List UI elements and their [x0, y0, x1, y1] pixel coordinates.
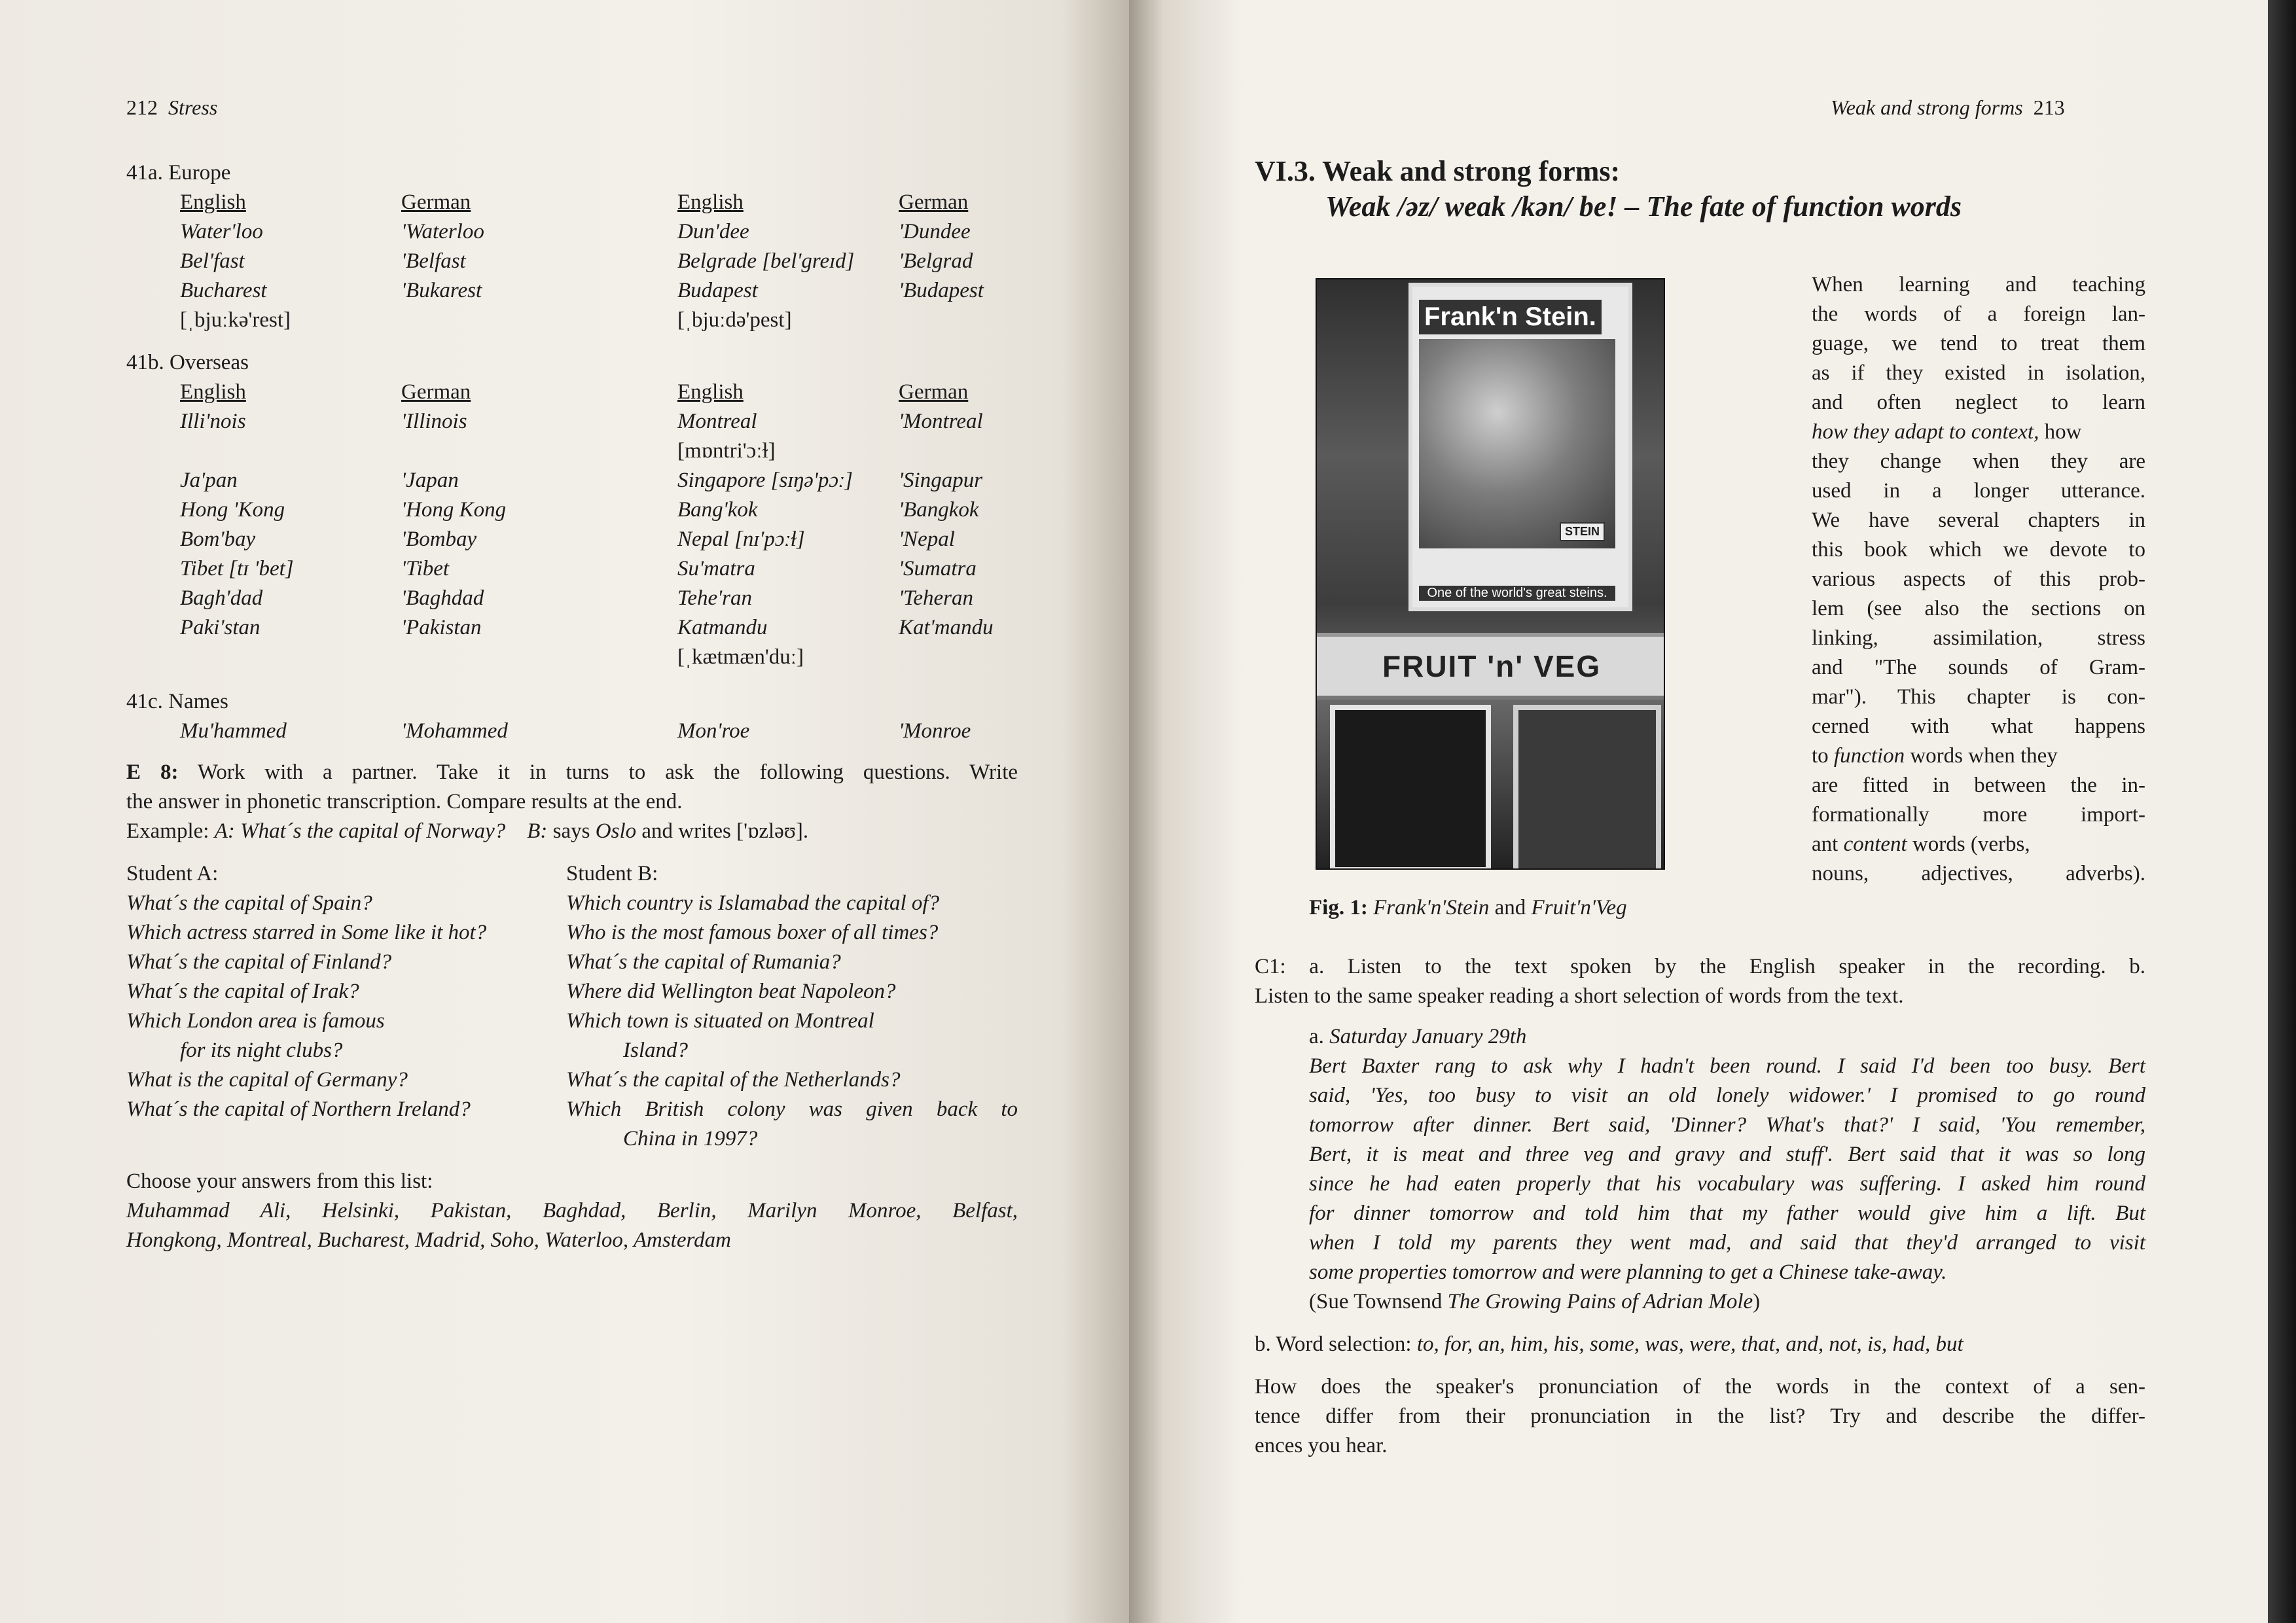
table-cell: 'Bukarest: [401, 279, 482, 302]
table-cell: 'Nepal: [899, 527, 955, 551]
instruction-text: the answer in phonetic transcription. Compare results at the end.: [126, 790, 683, 813]
column-header: German: [899, 190, 969, 214]
word-selection: [1255, 1330, 1964, 1359]
intro-line: are fitted in between the in-: [1812, 774, 2145, 797]
question-a: What is the capital of Germany?: [126, 1068, 408, 1092]
table-cell: 'Belgrad: [899, 249, 973, 273]
intro-line: We have several chapters in: [1812, 508, 2145, 532]
table-cell: 'Illinois: [401, 410, 467, 433]
table-cell: Bucharest: [180, 279, 267, 302]
poster-image: [1408, 283, 1632, 611]
intro-line: cerned with what happens: [1812, 715, 2145, 738]
example-speaker: B:: [527, 819, 548, 843]
table-cell: Budapest: [677, 279, 758, 302]
example-line: [126, 817, 808, 846]
table-cell: Ja'pan: [180, 469, 238, 492]
table-cell: Belgrade [bel'greɪd]: [677, 249, 855, 273]
table-cell: Paki'stan: [180, 616, 260, 639]
section-title: Weak and strong forms: [1831, 96, 2023, 119]
intro-line: ant content words (verbs,: [1812, 832, 2030, 856]
section-title: Stress: [168, 96, 218, 119]
question-a: for its night clubs?: [180, 1039, 343, 1062]
intro-line: how they adapt to context, how: [1812, 420, 2082, 444]
table-cell: 'Teheran: [899, 586, 974, 610]
phonetic-cell: [ˌkætmæn'duː]: [677, 645, 804, 669]
intro-emphasis: content: [1843, 832, 1907, 856]
example-text: says: [547, 819, 596, 843]
table-cell: 'Waterloo: [401, 220, 484, 243]
column-header: English: [677, 380, 744, 404]
example-prefix: Example:: [126, 819, 215, 843]
intro-line: used in a longer utterance.: [1812, 479, 2145, 503]
poster-title: Frank'n Stein.: [1419, 300, 1602, 334]
intro-line: this book which we devote to: [1812, 538, 2145, 562]
table-cell: Dun'dee: [677, 220, 749, 243]
caption-text: and: [1489, 896, 1532, 919]
shop-window: [1330, 705, 1491, 870]
question-b: Who is the most famous boxer of all times?: [566, 921, 939, 944]
question-a: What´s the capital of Finland?: [126, 950, 392, 974]
poster-photo: [1419, 339, 1615, 548]
column-header: German: [401, 380, 471, 404]
question-a: Which London area is famous: [126, 1009, 385, 1033]
word-selection-label: b. Word selection:: [1255, 1332, 1417, 1356]
table-cell: Tehe'ran: [677, 586, 753, 610]
diary-line: for dinner tomorrow and told him that my father would give him a lift. But: [1309, 1202, 2145, 1225]
table-cell: Katmandu: [677, 616, 768, 639]
table-cell: 'Montreal: [899, 410, 983, 433]
poster-badge: STEIN: [1560, 522, 1605, 541]
table-cell: Bang'kok: [677, 498, 758, 522]
table-cell: 'Hong Kong: [401, 498, 507, 522]
figure-label: Fig. 1:: [1309, 896, 1368, 919]
table-cell: 'Bombay: [401, 527, 477, 551]
diary-line: Bert, it is meat and three veg and gravy and stuff'. Bert said that it was so long: [1309, 1143, 2145, 1166]
table-cell: 'Sumatra: [899, 557, 977, 580]
source-title: The Growing Pains of Adrian Mole: [1447, 1290, 1753, 1313]
question-b: Where did Wellington beat Napoleon?: [566, 980, 896, 1003]
page-header-left: [126, 96, 217, 120]
diary-line: since he had eaten properly that his vocabulary was suffering. I asked him round: [1309, 1172, 2145, 1196]
table-cell: 'Baghdad: [401, 586, 484, 610]
student-a-label: Student A:: [126, 862, 219, 885]
column-header: English: [677, 190, 744, 214]
table-cell: 'Belfast: [401, 249, 466, 273]
question-b: Island?: [623, 1039, 688, 1062]
section-heading: 41a. Europe: [126, 161, 231, 185]
question-line: ences you hear.: [1255, 1434, 1388, 1457]
shop-sign-board: [1317, 633, 1664, 700]
caption-text: Fruit'n'Veg: [1531, 896, 1627, 919]
example-question: A: What´s the capital of Norway?: [214, 819, 506, 843]
exercise-instructions: [126, 758, 1018, 787]
phonetic-cell: [ˌbjuːkə'rest]: [180, 308, 291, 332]
table-cell: 'Dundee: [899, 220, 971, 243]
exercise-label: E 8:: [126, 760, 179, 784]
question-line: tence differ from their pronunciation in the list? Try and describe the differ-: [1255, 1404, 2145, 1428]
instruction-text: Work with a partner. Take it in turns to ask the following questions. Write: [197, 760, 1018, 784]
c1-instruction: C1: a. Listen to the text spoken by the English speaker in the recording. b.: [1255, 955, 2145, 978]
figure-caption: [1309, 893, 1627, 923]
column-header: English: [180, 380, 246, 404]
left-page: [0, 0, 1129, 1623]
answer-list: Hongkong, Montreal, Bucharest, Madrid, Soho, Waterloo, Amsterdam: [126, 1228, 731, 1252]
word-selection-list: to, for, an, him, his, some, was, were, that, and, not, is, had, but: [1416, 1332, 1964, 1356]
diary-date-line: [1309, 1022, 1526, 1052]
table-cell: Montreal: [677, 410, 757, 433]
column-header: German: [899, 380, 969, 404]
table-cell: 'Bangkok: [899, 498, 979, 522]
figure-photo: [1316, 278, 1665, 870]
intro-line: nouns, adjectives, adverbs).: [1812, 862, 2145, 885]
table-cell: 'Singapur: [899, 469, 983, 492]
intro-line: When learning and teaching: [1812, 273, 2145, 296]
question-a: Which actress starred in Some like it hot?: [126, 921, 487, 944]
intro-line: to function words when they: [1812, 744, 2058, 768]
page-header-right: [1831, 96, 2065, 120]
question-b: Which country is Islamabad the capital of?: [566, 891, 940, 915]
table-cell: Su'matra: [677, 557, 755, 580]
question-b: Which town is situated on Montreal: [566, 1009, 874, 1033]
table-cell: Hong 'Kong: [180, 498, 285, 522]
page-number: 212: [126, 96, 158, 119]
question-b: Which British colony was given back to: [566, 1097, 1018, 1121]
intro-line: as if they existed in isolation,: [1812, 361, 2145, 385]
table-cell: Water'loo: [180, 220, 263, 243]
student-b-label: Student B:: [566, 862, 658, 885]
shop-sign: FRUIT 'n' VEG: [1382, 649, 1602, 683]
example-answer: Oslo: [595, 819, 637, 843]
source-text: ): [1753, 1290, 1761, 1313]
diary-line: said, 'Yes, too busy to visit an old lonely widower.' I promised to go round: [1309, 1084, 2145, 1107]
intro-emphasis: function: [1833, 744, 1905, 768]
shop-door: [1513, 705, 1661, 870]
intro-line: guage, we tend to treat them: [1812, 332, 2145, 355]
caption-text: Frank'n'Stein: [1373, 896, 1490, 919]
c1-instruction: Listen to the same speaker reading a short selection of words from the text.: [1255, 984, 1904, 1008]
diary-source: [1309, 1287, 1760, 1317]
question-b: China in 1997?: [623, 1127, 758, 1150]
phonetic-cell: [mɒntri'ɔːɫ]: [677, 439, 776, 463]
section-heading: 41c. Names: [126, 690, 228, 713]
column-header: German: [401, 190, 471, 214]
intro-line: the words of a foreign lan-: [1812, 302, 2145, 326]
table-cell: Illi'nois: [180, 410, 246, 433]
table-cell: Bom'bay: [180, 527, 256, 551]
table-cell: Nepal [nɪ'pɔːɫ]: [677, 527, 805, 551]
poster-tagline: One of the world's great steins.: [1419, 586, 1615, 601]
question-a: What´s the capital of Irak?: [126, 980, 359, 1003]
intro-line: mar"). This chapter is con-: [1812, 685, 2145, 709]
table-cell: Bagh'dad: [180, 586, 263, 610]
column-header: English: [180, 190, 246, 214]
table-cell: Kat'mandu: [899, 616, 994, 639]
intro-line: and often neglect to learn: [1812, 391, 2145, 414]
table-cell: Mon'roe: [677, 719, 750, 743]
diary-date: Saturday January 29th: [1329, 1025, 1527, 1048]
diary-line: some properties tomorrow and were planning to get a Chinese take-away.: [1309, 1260, 1947, 1284]
phonetic-cell: [ˌbjuːdə'pest]: [677, 308, 792, 332]
answer-list: Muhammad Ali, Helsinki, Pakistan, Baghdad, Berlin, Marilyn Monroe, Belfast,: [126, 1199, 1018, 1222]
diary-line: Bert Baxter rang to ask why I hadn't been round. I said I'd been too busy. Bert: [1309, 1054, 2145, 1078]
table-cell: 'Mohammed: [401, 719, 508, 743]
section-heading: 41b. Overseas: [126, 351, 249, 374]
intro-line: various aspects of this prob-: [1812, 567, 2145, 591]
intro-emphasis: how they adapt to context,: [1812, 420, 2039, 444]
question-a: What´s the capital of Spain?: [126, 891, 372, 915]
question-a: What´s the capital of Northern Ireland?: [126, 1097, 471, 1121]
example-text: and writes ['ɒzləʊ].: [636, 819, 809, 843]
source-text: (Sue Townsend: [1309, 1290, 1448, 1313]
page-number: 213: [2033, 96, 2065, 119]
question-b: What´s the capital of the Netherlands?: [566, 1068, 901, 1092]
book-edge: [2268, 0, 2296, 1623]
table-cell: 'Budapest: [899, 279, 984, 302]
table-cell: 'Japan: [401, 469, 459, 492]
diary-line: tomorrow after dinner. Bert said, 'Dinner? What's that?' I said, 'You remember,: [1309, 1113, 2145, 1137]
choose-instruction: Choose your answers from this list:: [126, 1169, 433, 1193]
question-line: How does the speaker's pronunciation of the words in the context of a sen-: [1255, 1375, 2145, 1399]
intro-line: formationally more import-: [1812, 803, 2145, 827]
table-cell: Singapore [sɪŋə'pɔː]: [677, 469, 853, 492]
intro-line: lem (see also the sections on: [1812, 597, 2145, 620]
table-cell: 'Pakistan: [401, 616, 482, 639]
question-b: What´s the capital of Rumania?: [566, 950, 841, 974]
table-cell: 'Tibet: [401, 557, 450, 580]
table-cell: Mu'hammed: [180, 719, 287, 743]
chapter-subtitle: Weak /əz/ weak /kən/ be! – The fate of function words: [1325, 190, 1962, 223]
table-cell: 'Monroe: [899, 719, 971, 743]
table-cell: Tibet [tɪ 'bet]: [180, 557, 294, 580]
intro-line: they change when they are: [1812, 450, 2145, 473]
intro-line: linking, assimilation, stress: [1812, 626, 2145, 650]
diary-marker: a.: [1309, 1025, 1330, 1048]
table-cell: Bel'fast: [180, 249, 245, 273]
diary-line: when I told my parents they went mad, and said that they'd arranged to visit: [1309, 1231, 2145, 1255]
chapter-title: VI.3. Weak and strong forms:: [1255, 155, 1621, 187]
intro-line: and "The sounds of Gram-: [1812, 656, 2145, 679]
